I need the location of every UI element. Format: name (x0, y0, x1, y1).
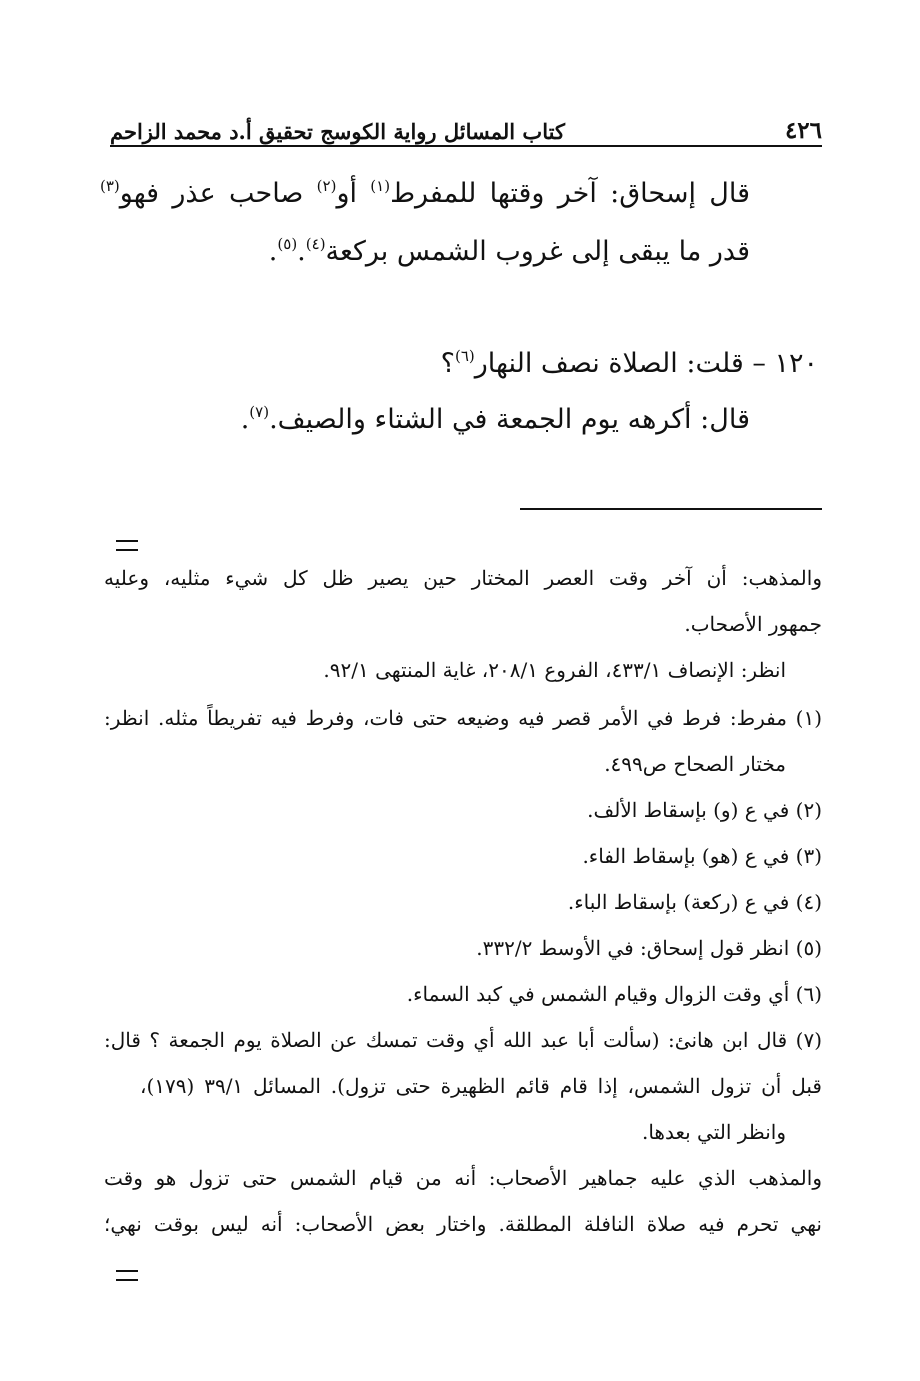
footnote-6: (٦) أي وقت الزوال وقيام الشمس في كبد السماء. (406, 982, 822, 1006)
header-rule (110, 145, 822, 147)
footnote-line: جمهور الأصحاب. (684, 612, 822, 636)
text-run: أو (336, 178, 371, 209)
footnote-7: (٧) قال ابن هانئ: (سألت أبا عبد الله أي وقت تمسك عن الصلاة يوم الجمعة ؟ قال: (104, 1028, 822, 1052)
text-run: . (240, 404, 250, 435)
footnote-3: (٣) في ع (هو) بإسقاط الفاء. (582, 844, 822, 868)
footnote-ref: (١) (370, 177, 391, 195)
footnote-ref: (٧) (249, 403, 270, 421)
footnote-separator (520, 508, 822, 510)
footnote-line: مختار الصحاح ص٤٩٩. (604, 752, 786, 776)
continuation-mark-top (116, 540, 138, 551)
text-run: . (297, 236, 306, 267)
footnote-ref: (٣) (100, 177, 120, 195)
footnote-line: والمذهب الذي عليه جماهير الأصحاب: أنه من قيام الشمس حتى تزول هو وقت (104, 1166, 822, 1190)
footnote-2: (٢) في ع (و) بإسقاط الألف. (587, 798, 822, 822)
text-run: قدر ما يبقى إلى غروب الشمس بركعة (325, 236, 750, 267)
footnote-ref: (٥) (277, 235, 298, 253)
footnote-1: (١) مفرط: فرط في الأمر قصر فيه وضيعه حتى فات، وفرط فيه تفريطاً مثله. انظر: (104, 706, 822, 730)
footnote-ref: (٦) (454, 347, 475, 365)
footnote-line: نهي تحرم فيه صلاة النافلة المطلقة. واختار بعض الأصحاب: أنه ليس بوقت نهي؛ (104, 1212, 822, 1236)
footnote-line: وانظر التي بعدها. (641, 1120, 786, 1144)
footnote-line: قبل أن تزول الشمس، إذا قام قائم الظهيرة حتى تزول). المسائل ٣٩/١ (١٧٩)، (140, 1074, 822, 1098)
footnote-5: (٥) انظر قول إسحاق: في الأوسط ٣٣٢/٢. (476, 936, 822, 960)
continuation-mark-bottom (116, 1270, 138, 1281)
footnote-ref: (٢) (316, 177, 337, 195)
text-run: صاحب عذر فهو (119, 178, 317, 209)
main-line (269, 236, 750, 267)
text-run: ؟ (440, 348, 455, 379)
footnote-line: انظر: الإنصاف ٤٣٣/١، الفروع ٢٠٨/١، غاية المنتهى ٩٢/١. (323, 658, 786, 682)
main-line (100, 178, 750, 209)
running-title: كتاب المسائل رواية الكوسج تحقيق أ.د محمد الزاحم (110, 119, 565, 144)
running-header (110, 100, 822, 144)
text-run: قال: أكرهه يوم الجمعة في الشتاء والصيف. (269, 404, 750, 435)
answer-line (241, 404, 750, 435)
footnote-ref: (٤) (305, 235, 326, 253)
footnote-4: (٤) في ع (ركعة) بإسقاط الباء. (567, 890, 822, 914)
page-number: ٤٢٦ (784, 117, 822, 144)
text-run: قال إسحاق: آخر وقتها للمفرط (390, 178, 750, 209)
question-line (441, 348, 818, 379)
text-run: . (268, 236, 278, 267)
text-run: ١٢٠ – قلت: الصلاة نصف النهار (474, 348, 818, 379)
footnote-line: والمذهب: أن آخر وقت العصر المختار حين يصير ظل كل شيء مثليه، وعليه (104, 566, 822, 590)
